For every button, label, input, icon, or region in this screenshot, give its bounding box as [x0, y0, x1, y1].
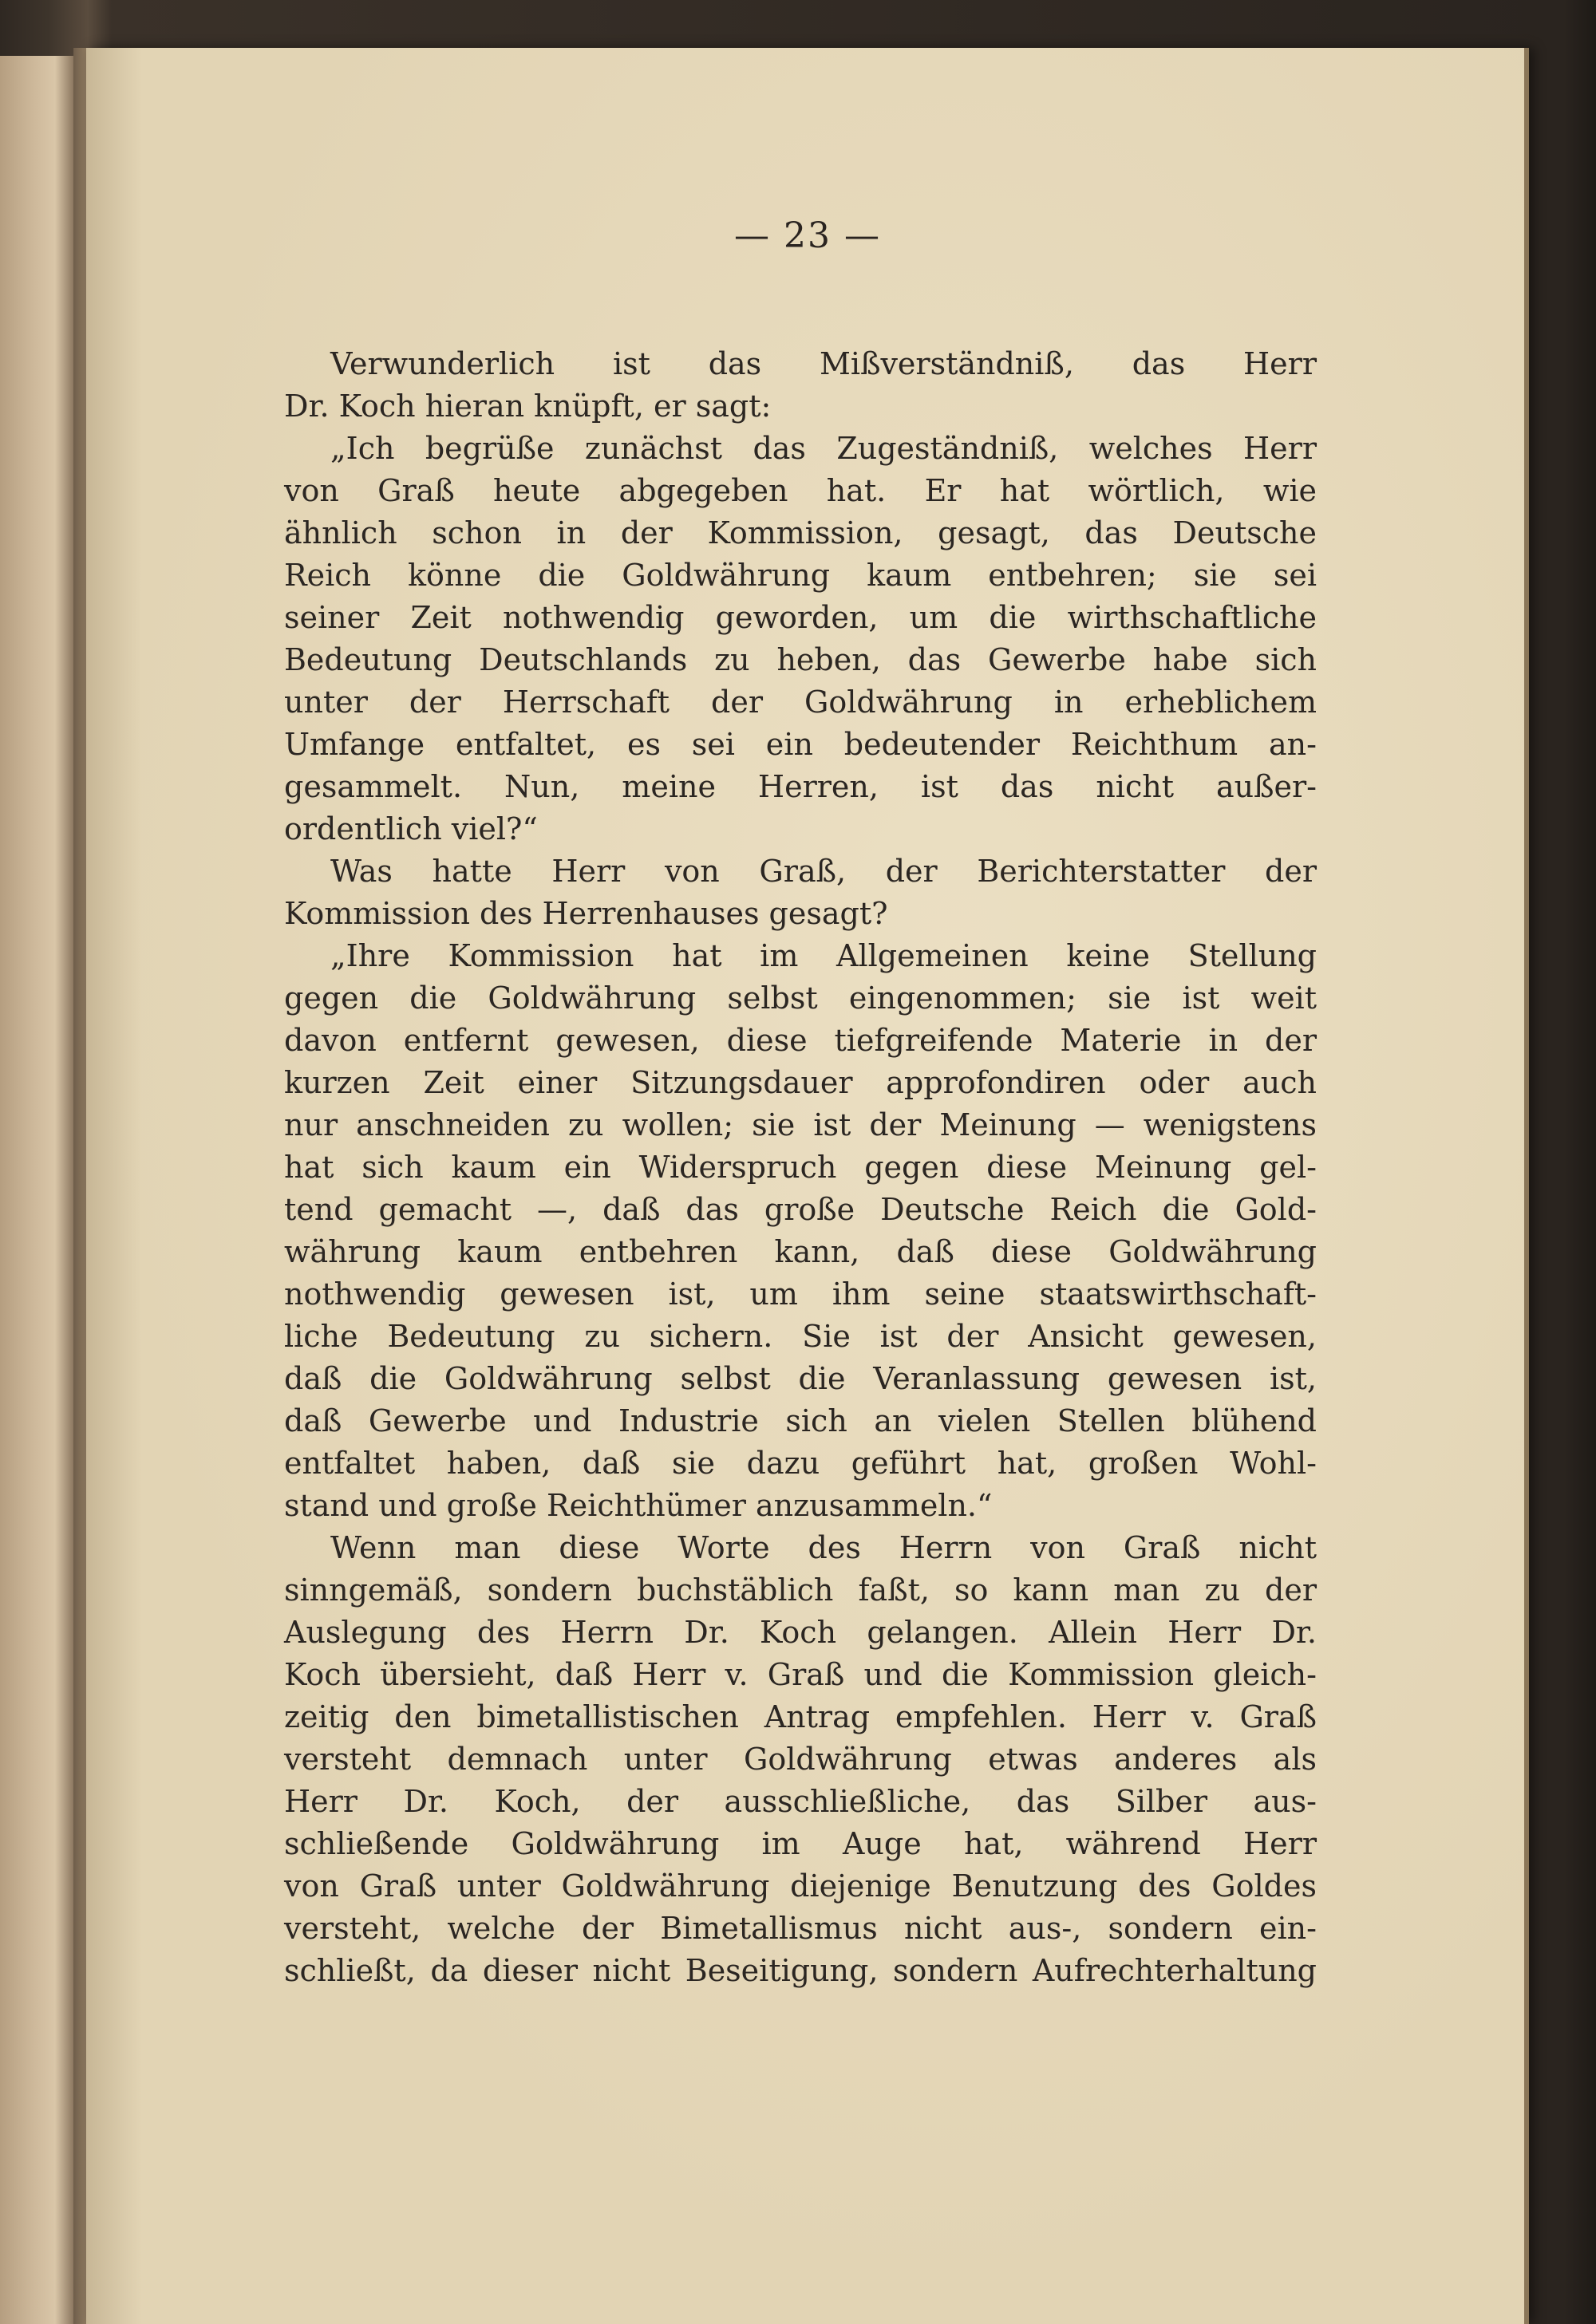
text-line: schließt, da dieser nicht Beseitigung, sondern Aufrechterhaltung	[284, 1953, 1317, 1988]
text-line: kurzen Zeit einer Sitzungsdauer approfondiren oder auch	[284, 1065, 1317, 1100]
text-line: Koch übersieht, daß Herr v. Graß und die Kommission gleich-	[284, 1657, 1317, 1692]
page-edge	[1524, 48, 1529, 2324]
text-line: ähnlich schon in der Kommission, gesagt, das Deutsche	[284, 515, 1317, 550]
adjacent-page-edge	[0, 56, 73, 2324]
text-line: schließende Goldwährung im Auge hat, während Herr	[284, 1826, 1317, 1861]
text-line: gesammelt. Nun, meine Herren, ist das nicht außer-	[284, 769, 1317, 804]
text-line: daß die Goldwährung selbst die Veranlassung gewesen ist,	[284, 1361, 1317, 1396]
body-text	[284, 343, 1317, 1992]
text-line: Bedeutung Deutschlands zu heben, das Gewerbe habe sich	[284, 642, 1317, 677]
text-line: Dr. Koch hieran knüpft, er sagt:	[284, 389, 772, 424]
text-line: Auslegung des Herrn Dr. Koch gelangen. Allein Herr Dr.	[284, 1615, 1317, 1650]
text-line: Wenn man diese Worte des Herrn von Graß nicht	[330, 1530, 1317, 1565]
text-line: von Graß unter Goldwährung diejenige Benutzung des Goldes	[284, 1868, 1317, 1904]
text-line: davon entfernt gewesen, diese tiefgreifende Materie in der	[284, 1023, 1317, 1058]
text-line: „Ich begrüße zunächst das Zugeständniß, welches Herr	[330, 431, 1317, 466]
text-line: tend gemacht —, daß das große Deutsche Reich die Gold-	[284, 1192, 1317, 1227]
text-line: entfaltet haben, daß sie dazu geführt hat, großen Wohl-	[284, 1446, 1317, 1481]
text-line: stand und große Reichthümer anzusammeln.“	[284, 1488, 993, 1523]
text-line: Reich könne die Goldwährung kaum entbehren; sie sei	[284, 558, 1317, 593]
text-line: „Ihre Kommission hat im Allgemeinen keine Stellung	[330, 938, 1317, 973]
text-line: ordentlich viel?“	[284, 811, 538, 846]
text-line: versteht, welche der Bimetallismus nicht aus-, sondern ein-	[284, 1911, 1317, 1946]
text-line: von Graß heute abgegeben hat. Er hat wörtlich, wie	[284, 473, 1317, 508]
text-line: nur anschneiden zu wollen; sie ist der Meinung — wenigstens	[284, 1107, 1317, 1142]
text-line: Verwunderlich ist das Mißverständniß, das Herr	[330, 346, 1317, 381]
text-line: Was hatte Herr von Graß, der Berichterstatter der	[330, 854, 1317, 889]
book-page	[86, 48, 1529, 2324]
text-line: sinngemäß, sondern buchstäblich faßt, so kann man zu der	[284, 1572, 1317, 1608]
text-line: Herr Dr. Koch, der ausschließliche, das Silber aus-	[284, 1784, 1317, 1819]
text-line: seiner Zeit nothwendig geworden, um die wirthschaftliche	[284, 600, 1317, 635]
text-line: nothwendig gewesen ist, um ihm seine staatswirthschaft-	[284, 1276, 1317, 1312]
text-line: hat sich kaum ein Widerspruch gegen diese Meinung gel-	[284, 1150, 1317, 1185]
text-line: versteht demnach unter Goldwährung etwas anderes als	[284, 1742, 1317, 1777]
text-line: daß Gewerbe und Industrie sich an vielen Stellen blühend	[284, 1403, 1317, 1438]
page-number: — 23 —	[734, 215, 881, 256]
text-line: währung kaum entbehren kann, daß diese Goldwährung	[284, 1234, 1317, 1269]
text-line: liche Bedeutung zu sichern. Sie ist der Ansicht gewesen,	[284, 1319, 1317, 1354]
text-line: unter der Herrschaft der Goldwährung in erheblichem	[284, 685, 1317, 720]
text-line: Kommission des Herrenhauses gesagt?	[284, 896, 888, 931]
text-line: Umfange entfaltet, es sei ein bedeutender Reichthum an-	[284, 727, 1317, 762]
text-line: gegen die Goldwährung selbst eingenommen; sie ist weit	[284, 980, 1317, 1016]
text-line: zeitig den bimetallistischen Antrag empfehlen. Herr v. Graß	[284, 1699, 1317, 1734]
